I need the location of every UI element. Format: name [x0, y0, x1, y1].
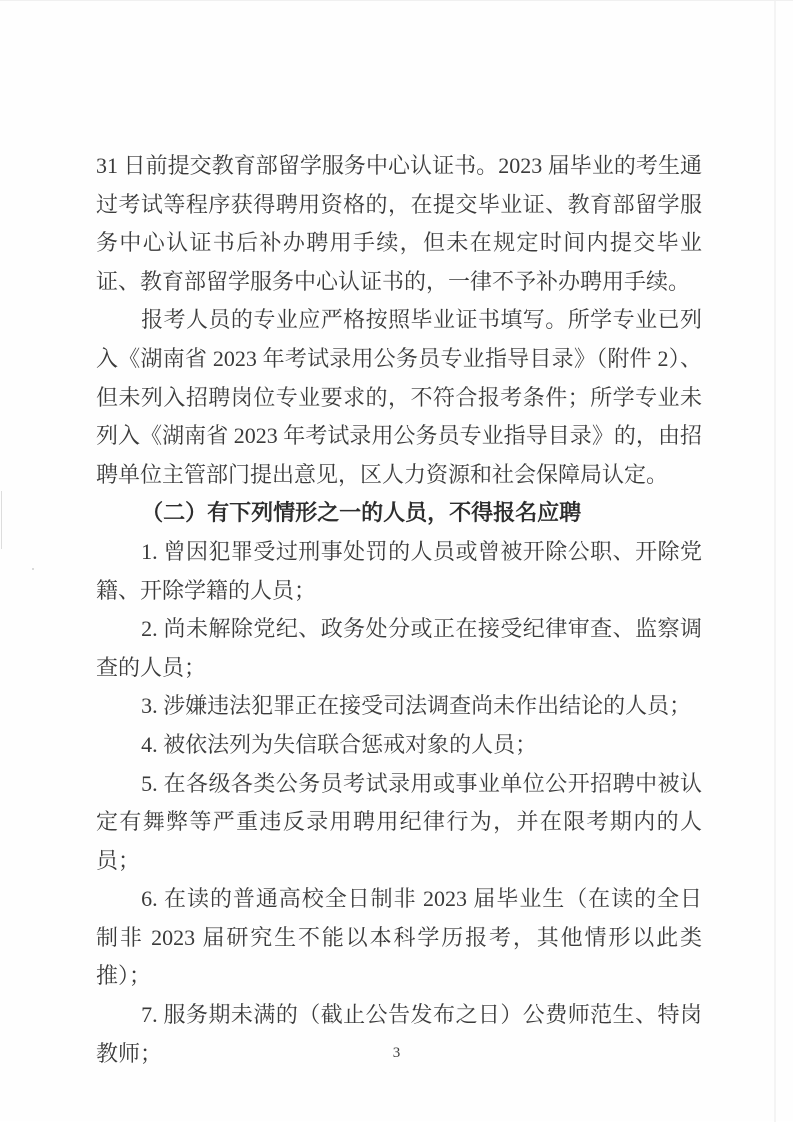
page-number: 3 [392, 1045, 401, 1061]
list-item-5: 5. 在各级各类公务员考试录用或事业单位公开招聘中被认定有舞弊等严重违反录用聘用纪律行为，并在限考期内的人员； [96, 770, 702, 873]
document-body [96, 147, 702, 1073]
scan-artifact-speck [32, 568, 34, 570]
paragraph-continued-from-previous-page: 31 日前提交教育部留学服务中心认证书。2023 届毕业的考生通过考试等程序获得聘用资格的，在提交毕业证、教育部留学服务中心认证书后补办聘用手续，但未在规定时间内提交毕业证、教育部留学服务中心认证书的，一律不予补办聘用手续。 [96, 153, 702, 294]
list-item-2: 2. 尚未解除党纪、政务处分或正在接受纪律审查、监察调查的人员； [96, 616, 702, 680]
section-heading-ineligible-persons: （二）有下列情形之一的人员，不得报名应聘 [141, 500, 582, 526]
scan-artifact-left-edge [1, 491, 2, 549]
list-item-6: 6. 在读的普通高校全日制非 2023 届毕业生（在读的全日制非 2023 届研究生不能以本科学历报考，其他情形以此类推）； [96, 886, 702, 989]
scan-artifact-right-edge [774, 1, 776, 1122]
list-item-1: 1. 曾因犯罪受过刑事处罚的人员或曾被开除公职、开除党籍、开除学籍的人员； [96, 538, 702, 603]
paragraph-major-requirement: 报考人员的专业应严格按照毕业证书填写。所学专业已列入《湖南省 2023 年考试录用公务员专业指导目录》（附件 2）、但未列入招聘岗位专业要求的，不符合报考条件；所学专业未列入《湖南省 2023 年考试录用公务员专业指导目录》的，由招聘单位主管部门提出意见，区人力资源和社会保障局认定。 [96, 307, 702, 487]
list-item-4: 4. 被依法列为失信联合惩戒对象的人员； [141, 731, 538, 757]
list-item-3: 3. 涉嫌违法犯罪正在接受司法调查尚未作出结论的人员； [141, 693, 692, 719]
list-item-7: 7. 服务期未满的（截止公告发布之日）公费师范生、特岗教师； [96, 1002, 702, 1066]
